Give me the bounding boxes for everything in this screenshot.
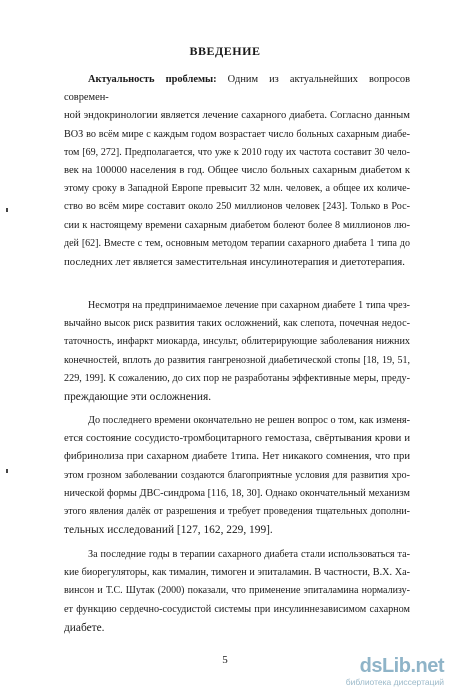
paragraph-relevance [64,71,410,271]
watermark [332,655,444,689]
text-line [64,485,410,503]
text-line [64,546,410,564]
line-text: За последние годы в терапии сахарного диабета стали использоваться та- [88,549,410,560]
text-line [64,315,410,333]
line-text: ной эндокринологии является лечение сахарного диабета. Согласно данным [64,110,410,122]
text-line [64,352,410,370]
line-text: этому сроку в Западной Европе превысит 32 млн. человек, а общее их количе- [64,183,410,195]
text-line [64,430,410,448]
paragraph-bioregulators [64,546,410,637]
paragraph-hemostasis [64,412,410,539]
text-line [64,388,410,406]
text-line [64,601,410,619]
line-text: 229, 199]. К сожалению, до сих пор не разработаны эффективные меры, преду- [64,372,410,384]
line-text: кие биорегуляторы, как тималин, тимоген и эпиталамин. В частности, В.Х. Ха- [64,567,410,579]
text-line [64,412,410,430]
line-text: ется состояние сосудисто-тромбоцитарного гемостаза, свёртывания крови и [64,433,410,445]
page-number: 5 [222,654,228,666]
text-line [64,564,410,582]
text-line [64,521,410,539]
text-line [64,448,410,466]
line-text: век на 100000 населения в год. Общее число больных сахарным диабетом к [64,165,410,177]
text-line [64,253,410,271]
text-line [64,217,410,235]
line-text: вычайно высок риск развития таких осложнений, как слепота, почечная недос- [64,318,410,330]
line-text: До последнего времени окончательно не решен вопрос о том, как изменя- [88,415,410,426]
line-text: Несмотря на предпринимаемое лечение при сахарном диабете 1 типа чрез- [88,300,410,311]
text-line [64,235,410,253]
text-line [64,333,410,351]
line-text: конечностей, вплоть до развития гангренозной диабетической стопы [18, 19, 51, [64,354,410,366]
watermark-subtitle: библиотека диссертаций [345,677,444,687]
text-line [64,107,410,125]
line-text: этого явления далёк от разрешения и требует проведения тщательных дополни- [64,506,410,518]
scan-speck [6,208,8,212]
line-text: преждающие эти осложнения. [64,391,212,404]
scan-speck [6,469,8,473]
line-text: фибринолиза при сахарном диабете 1типа. Нет никакого сомнения, что при [64,451,410,463]
line-text: ВОЗ во всём мире с каждым годом возрастает число больных сахарным диабе- [64,128,410,140]
line-text: сии к настоящему времени сахарным диабетом болеют более 8 миллионов лю- [64,219,410,231]
line-text: винсон и Т.С. Шутак (2000) показали, что применение эпиталамина нормализу- [64,585,410,597]
text-line [64,162,410,180]
line-text: тельных исследований [127, 162, 229, 199]. [64,524,273,537]
text-line [64,503,410,521]
line-text: нической формы ДВС-синдрома [116, 18, 30]. Однако окончательный механизм [64,487,410,499]
line-text: ет функцию сердечно-сосудистой системы при инсулиннезависимом сахарном [64,603,410,615]
text-line [64,144,410,162]
text-line [64,619,410,637]
line-text: ство во всём мире составит около 250 миллионов человек [243]. Только в Рос- [64,201,410,213]
text-line [64,297,410,315]
line-text: таточность, инфаркт миокарда, инсульт, облитерирующие заболевания нижних [64,336,410,348]
text-line [64,180,410,198]
line-text: Одним из актуальнейших вопросов современ- [64,74,410,104]
text-line [64,582,410,600]
page-title: ВВЕДЕНИЕ [189,44,261,58]
text-line [64,198,410,216]
text-line [64,71,410,107]
line-text: том [69, 272]. Предполагается, что уже к 2010 году их частота составит 30 чело- [64,146,410,158]
line-text: дей [62]. Вместе с тем, основным методом терапии сахарного диабета 1 типа до [64,237,410,249]
lead-phrase: Актуальность проблемы: [88,74,217,85]
watermark-logo: dsLib.net [359,655,444,677]
line-text: диабете. [64,621,105,634]
text-line [64,467,410,485]
text-line [64,126,410,144]
text-line [64,370,410,388]
line-text: этом грозном заболевании создаются благоприятные условия для развития хро- [64,469,410,481]
paragraph-complications [64,297,410,406]
line-text: последних лет является заместительная инсулинотерапия и диетотерапия. [64,256,405,269]
